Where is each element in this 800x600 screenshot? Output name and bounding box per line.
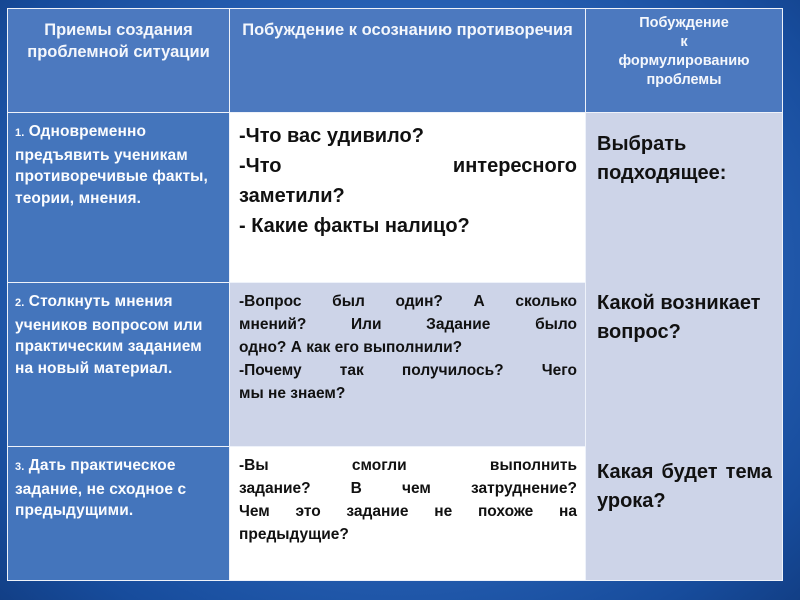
technique-cell <box>8 113 230 283</box>
technique-text: Одновременно предъявить ученикам противоречивые факты, теории, мнения. <box>15 123 208 207</box>
header-formulation-text <box>586 9 782 90</box>
prompt-line: -Что вас удивило? <box>239 125 424 147</box>
prompt-line: задание? В чем затруднение? <box>239 480 577 497</box>
formulation-item: Какой возникает вопрос? <box>597 292 761 343</box>
header-techniques <box>8 9 230 113</box>
technique-text: Дать практическое задание, не сходное с предыдущими. <box>15 457 187 519</box>
prompt-line: заметили? <box>239 185 345 207</box>
prompt-line: Чем это задание не похоже на <box>239 503 577 520</box>
prompt-line: - Какие факты налицо? <box>239 215 470 237</box>
prompt-cell <box>230 283 586 447</box>
formulation-item: Какая будет тема урока? <box>597 461 772 512</box>
row-number: 1. <box>15 127 25 139</box>
header-contradiction <box>230 9 586 113</box>
header-formulation-line: к <box>680 34 688 50</box>
formulation-cell <box>586 113 783 581</box>
prompt-cell <box>230 113 586 283</box>
prompt-text <box>230 283 585 405</box>
header-row <box>8 9 783 113</box>
prompt-line: -Что интересного <box>239 155 577 177</box>
technique-cell <box>8 447 230 581</box>
prompt-line: мы не знаем? <box>239 385 346 402</box>
prompt-line: одно? А как его выполнили? <box>239 339 463 356</box>
header-formulation-line: формулированию <box>618 53 750 69</box>
prompt-cell <box>230 447 586 581</box>
prompt-line: -Вы смогли выполнить <box>239 457 577 474</box>
prompt-line: -Вопрос был один? А сколько <box>239 293 577 310</box>
problem-situation-table <box>7 8 783 581</box>
header-formulation-line: Побуждение <box>639 15 729 31</box>
prompt-text <box>230 113 585 241</box>
row-number: 2. <box>15 297 25 309</box>
formulation-item: Выбрать подходящее: <box>597 133 727 184</box>
prompt-text <box>230 447 585 546</box>
row-number: 3. <box>15 461 25 473</box>
technique-cell <box>8 283 230 447</box>
header-contradiction-text: Побуждение к осознанию противоречия <box>242 21 573 39</box>
prompt-line: мнений? Или Задание было <box>239 316 577 333</box>
header-techniques-text: Приемы создания проблемной ситуации <box>27 21 210 61</box>
technique-text: Столкнуть мнения учеников вопросом или практическим заданием на новый материал. <box>15 293 203 377</box>
prompt-line: предыдущие? <box>239 526 349 543</box>
header-formulation-line: проблемы <box>646 72 722 88</box>
table-row <box>8 113 783 283</box>
prompt-line: -Почему так получилось? Чего <box>239 362 577 379</box>
header-formulation <box>586 9 783 113</box>
